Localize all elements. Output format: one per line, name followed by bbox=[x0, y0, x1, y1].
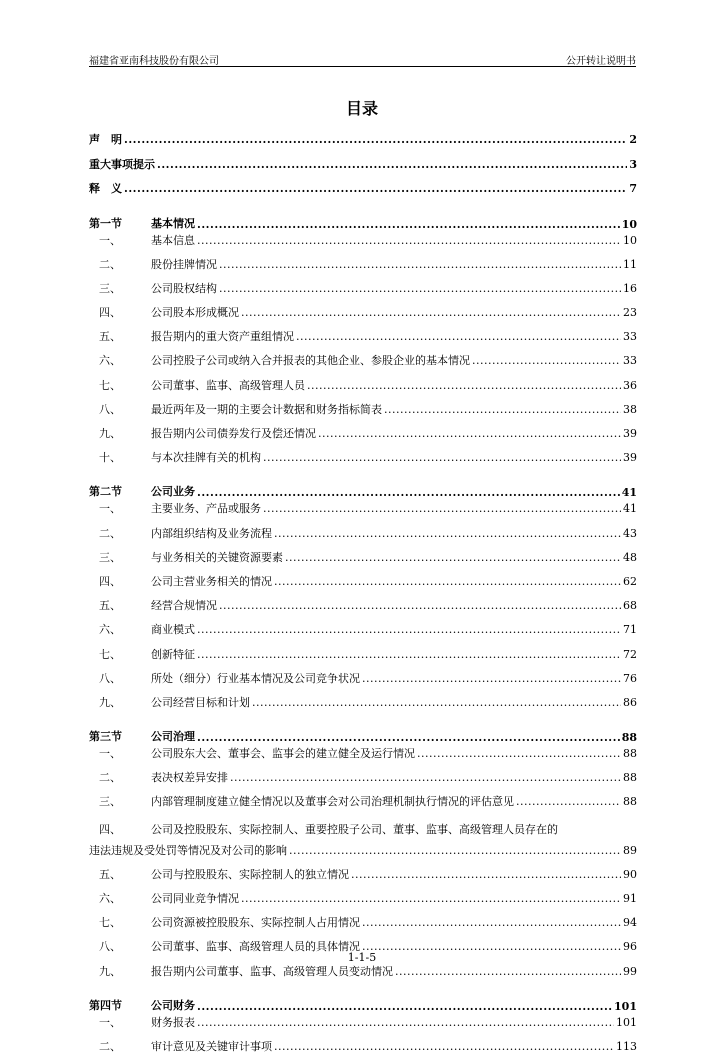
toc-leader-dots bbox=[362, 672, 621, 685]
toc-page-number: 10 bbox=[623, 233, 637, 247]
toc-leader-dots bbox=[197, 731, 620, 744]
toc-item[interactable] bbox=[89, 573, 637, 597]
toc-page-number: 48 bbox=[623, 550, 637, 564]
toc-section-title: 公司财务 bbox=[151, 998, 195, 1012]
toc-leader-dots bbox=[197, 218, 620, 231]
toc-page-number: 99 bbox=[623, 964, 637, 978]
toc-leader-dots bbox=[289, 844, 621, 857]
toc-item-number: 九、 bbox=[99, 427, 121, 440]
toc-page-number: 41 bbox=[623, 502, 637, 516]
toc-leader-dots bbox=[274, 527, 621, 540]
toc-section-number: 第三节 bbox=[89, 730, 122, 744]
toc-page-number: 11 bbox=[623, 257, 637, 271]
toc-leader-dots bbox=[219, 258, 621, 271]
toc-title: 目录 bbox=[345, 99, 378, 118]
toc-section[interactable] bbox=[89, 987, 637, 1014]
toc-page-number: 89 bbox=[623, 843, 637, 857]
toc-page-number: 96 bbox=[623, 940, 637, 954]
toc-item[interactable] bbox=[89, 793, 637, 817]
toc-item-label: 审计意见及关键审计事项 bbox=[151, 1039, 272, 1053]
toc-item[interactable] bbox=[89, 377, 637, 401]
toc-page-number: 72 bbox=[623, 647, 637, 661]
toc-item-number: 二、 bbox=[99, 257, 121, 271]
toc-item-number: 二、 bbox=[99, 771, 121, 785]
toc-page-number: 33 bbox=[623, 354, 637, 368]
toc-item-label: 股份挂牌情况 bbox=[151, 257, 217, 271]
toc-page-number: 76 bbox=[623, 671, 637, 685]
toc-item-label: 内部组织结构及业务流程 bbox=[151, 526, 272, 540]
toc-entry-label: 释 义 bbox=[89, 182, 122, 195]
toc-leader-dots bbox=[274, 1040, 614, 1053]
toc-item-number: 八、 bbox=[99, 402, 121, 416]
toc-page-number: 91 bbox=[623, 892, 637, 905]
toc-leader-dots bbox=[241, 306, 621, 319]
toc-item[interactable] bbox=[89, 280, 637, 304]
toc-item-number: 七、 bbox=[99, 647, 121, 661]
toc-leader-dots bbox=[241, 892, 621, 905]
toc-page-number: 101 bbox=[614, 999, 637, 1013]
toc-item-number: 一、 bbox=[99, 233, 121, 247]
toc-item[interactable] bbox=[89, 449, 637, 473]
toc-page-number: 71 bbox=[623, 623, 637, 637]
toc-item-number: 九、 bbox=[99, 964, 121, 978]
toc-section[interactable] bbox=[89, 718, 637, 745]
toc-item-number: 八、 bbox=[99, 940, 121, 954]
toc-page-number: 36 bbox=[623, 378, 637, 392]
toc-page-number: 41 bbox=[621, 486, 637, 500]
toc-item[interactable] bbox=[89, 256, 637, 280]
toc-item-label: 公司股东大会、董事会、监事会的建立健全及运行情况 bbox=[151, 747, 415, 761]
toc-item-label: 与本次挂牌有关的机构 bbox=[151, 451, 261, 465]
toc-item[interactable] bbox=[89, 352, 637, 376]
toc-entry-label: 重大事项提示 bbox=[89, 157, 155, 171]
toc-page-number: 113 bbox=[616, 1039, 637, 1053]
toc-page-number: 23 bbox=[623, 306, 637, 320]
toc-leader-dots bbox=[307, 379, 621, 392]
toc-item[interactable] bbox=[89, 401, 637, 425]
toc-leader-dots bbox=[197, 648, 621, 661]
toc-item-continued[interactable] bbox=[89, 842, 637, 866]
toc-item-label: 公司控股子公司或纳入合并报表的其他企业、参股企业的基本情况 bbox=[151, 354, 470, 368]
toc-leader-dots bbox=[384, 403, 621, 416]
toc-item-number: 四、 bbox=[99, 574, 121, 588]
toc-entry[interactable] bbox=[89, 180, 637, 205]
toc-leader-dots bbox=[362, 916, 621, 929]
toc-page-number: 3 bbox=[629, 157, 637, 171]
toc-section[interactable] bbox=[89, 205, 637, 232]
toc-item-number: 七、 bbox=[99, 378, 121, 392]
toc-item-number: 九、 bbox=[99, 695, 121, 709]
toc-item-label: 公司董事、监事、高级管理人员 bbox=[151, 378, 305, 392]
toc-page-number: 94 bbox=[623, 916, 637, 930]
toc-leader-dots bbox=[472, 354, 621, 367]
toc-entry[interactable] bbox=[89, 156, 637, 181]
toc-item-label: 所处（细分）行业基本情况及公司竞争状况 bbox=[151, 671, 360, 685]
toc-item-label: 报告期内公司债券发行及偿还情况 bbox=[151, 427, 316, 440]
toc-leader-dots bbox=[219, 599, 621, 612]
toc-item[interactable] bbox=[89, 232, 637, 256]
toc-item-label: 公司股权结构 bbox=[151, 281, 217, 295]
toc-item-number: 七、 bbox=[99, 916, 121, 930]
toc-item-number: 一、 bbox=[99, 502, 121, 516]
toc-leader-dots bbox=[197, 234, 621, 247]
toc-item-label: 财务报表 bbox=[151, 1015, 195, 1029]
toc-section-number: 第四节 bbox=[89, 998, 122, 1012]
toc-item-number: 五、 bbox=[99, 330, 121, 344]
toc-page-number: 38 bbox=[623, 402, 637, 416]
toc-leader-dots bbox=[351, 868, 621, 881]
toc-item[interactable] bbox=[89, 646, 637, 670]
toc-item-number: 十、 bbox=[99, 451, 121, 465]
toc-page-number: 62 bbox=[623, 574, 637, 588]
toc-page-number: 39 bbox=[623, 427, 637, 440]
toc-section[interactable] bbox=[89, 473, 637, 500]
page-number: 1-1-5 bbox=[347, 951, 377, 964]
toc-item[interactable] bbox=[89, 769, 637, 793]
header-doc-type: 公开转让说明书 bbox=[566, 56, 636, 67]
toc-item[interactable] bbox=[89, 1014, 637, 1038]
toc-leader-dots bbox=[197, 623, 621, 636]
toc-item[interactable] bbox=[89, 694, 637, 718]
toc-item[interactable] bbox=[89, 621, 637, 645]
toc-page-number: 39 bbox=[623, 451, 637, 465]
toc-item-label: 公司股本形成概况 bbox=[151, 306, 239, 320]
toc-item-label: 与业务相关的关键资源要素 bbox=[151, 550, 283, 564]
toc-page-number: 68 bbox=[623, 599, 637, 613]
toc-item-label-cont: 违法违规及受处罚等情况及对公司的影响 bbox=[89, 843, 287, 857]
toc-leader-dots bbox=[263, 502, 621, 515]
toc-item-label: 最近两年及一期的主要会计数据和财务指标简表 bbox=[151, 402, 382, 416]
toc-item-number: 三、 bbox=[99, 550, 121, 564]
toc-item-label: 报告期内的重大资产重组情况 bbox=[151, 330, 294, 344]
toc-leader-dots bbox=[274, 575, 621, 588]
toc-item-label: 公司董事、监事、高级管理人员的具体情况 bbox=[151, 940, 360, 954]
toc-page-number: 88 bbox=[623, 771, 637, 785]
toc-item-label: 主要业务、产品或服务 bbox=[151, 502, 261, 516]
toc-item[interactable] bbox=[89, 890, 637, 914]
toc-item[interactable] bbox=[89, 328, 637, 352]
toc-item[interactable] bbox=[89, 525, 637, 549]
toc-leader-dots bbox=[197, 1016, 614, 1029]
toc-section-title: 公司业务 bbox=[151, 485, 195, 499]
toc-leader-dots bbox=[395, 965, 621, 978]
toc-leader-dots bbox=[124, 133, 627, 146]
toc-page-number: 88 bbox=[621, 731, 637, 745]
toc-leader-dots bbox=[157, 158, 627, 171]
toc-item[interactable] bbox=[89, 425, 637, 449]
toc-item-label: 公司同业竞争情况 bbox=[151, 892, 239, 905]
toc-item-label: 公司主营业务相关的情况 bbox=[151, 574, 272, 588]
toc-leader-dots bbox=[263, 451, 621, 464]
toc-section-number: 第一节 bbox=[89, 216, 122, 230]
toc-item-number: 五、 bbox=[99, 867, 121, 881]
toc-section-title: 公司治理 bbox=[151, 730, 195, 744]
toc-leader-dots bbox=[230, 771, 621, 784]
toc-item[interactable] bbox=[89, 866, 637, 890]
toc-item-number: 四、 bbox=[99, 822, 121, 836]
toc-page-number: 7 bbox=[629, 182, 637, 195]
toc-leader-dots bbox=[219, 282, 621, 295]
toc-item-label: 公司资源被控股股东、实际控制人占用情况 bbox=[151, 916, 360, 930]
toc-item-number: 五、 bbox=[99, 599, 121, 613]
toc-section-number: 第二节 bbox=[89, 485, 122, 499]
toc-leader-dots bbox=[516, 795, 621, 808]
toc-item-number: 六、 bbox=[99, 623, 121, 637]
toc-item-number: 四、 bbox=[99, 306, 121, 320]
toc-page-number: 16 bbox=[623, 281, 637, 295]
toc-item-label: 基本信息 bbox=[151, 233, 195, 247]
toc-leader-dots bbox=[417, 747, 621, 760]
toc-page-number: 90 bbox=[623, 867, 637, 881]
toc-section-title: 基本情况 bbox=[151, 216, 195, 230]
toc-item-number: 三、 bbox=[99, 795, 121, 809]
page-header bbox=[89, 48, 636, 67]
toc-page-number: 43 bbox=[623, 526, 637, 540]
toc-item-number: 一、 bbox=[99, 1015, 121, 1029]
toc-item[interactable] bbox=[89, 549, 637, 573]
toc-item-label: 经营合规情况 bbox=[151, 599, 217, 613]
toc-item-label: 创新特征 bbox=[151, 647, 195, 661]
toc-item-number: 二、 bbox=[99, 526, 121, 540]
toc-item-number: 八、 bbox=[99, 671, 121, 685]
toc-leader-dots bbox=[296, 330, 621, 343]
toc-item[interactable] bbox=[89, 500, 637, 524]
toc-item[interactable] bbox=[89, 818, 637, 842]
toc-leader-dots bbox=[252, 696, 621, 709]
toc-item-number: 六、 bbox=[99, 892, 121, 905]
toc-item-label: 商业模式 bbox=[151, 623, 195, 637]
table-of-contents bbox=[89, 131, 637, 1062]
toc-page-number: 2 bbox=[629, 133, 637, 146]
toc-item-label: 公司与控股股东、实际控制人的独立情况 bbox=[151, 867, 349, 881]
toc-entry[interactable] bbox=[89, 131, 637, 156]
toc-page-number: 88 bbox=[623, 747, 637, 761]
toc-leader-dots bbox=[285, 551, 621, 564]
header-company: 福建省亚南科技股份有限公司 bbox=[89, 56, 219, 67]
toc-item-number: 二、 bbox=[99, 1039, 121, 1053]
toc-page-number: 10 bbox=[621, 217, 637, 231]
toc-item[interactable] bbox=[89, 1038, 637, 1062]
toc-item-label: 公司经营目标和计划 bbox=[151, 695, 250, 709]
toc-item[interactable] bbox=[89, 745, 637, 769]
toc-item-label: 内部管理制度建立健全情况以及董事会对公司治理机制执行情况的评估意见 bbox=[151, 795, 514, 809]
toc-item-label: 表决权差异安排 bbox=[151, 771, 228, 785]
toc-leader-dots bbox=[197, 1000, 612, 1013]
toc-item[interactable] bbox=[89, 304, 637, 328]
toc-page-number: 86 bbox=[623, 695, 637, 709]
toc-item[interactable] bbox=[89, 914, 637, 938]
toc-page-number: 33 bbox=[623, 330, 637, 344]
toc-page-number: 88 bbox=[623, 795, 637, 809]
toc-item[interactable] bbox=[89, 597, 637, 621]
toc-item-number: 三、 bbox=[99, 281, 121, 295]
toc-entry-label: 声 明 bbox=[89, 133, 122, 146]
toc-page-number: 101 bbox=[616, 1015, 637, 1029]
toc-item-label: 报告期内公司董事、监事、高级管理人员变动情况 bbox=[151, 964, 393, 978]
toc-leader-dots bbox=[318, 427, 621, 440]
toc-item-number: 六、 bbox=[99, 354, 121, 368]
toc-item[interactable] bbox=[89, 963, 637, 987]
toc-item[interactable] bbox=[89, 670, 637, 694]
toc-item-number: 一、 bbox=[99, 747, 121, 761]
toc-leader-dots bbox=[197, 486, 620, 499]
toc-leader-dots bbox=[124, 182, 627, 195]
toc-item-label: 公司及控股股东、实际控制人、重要控股子公司、董事、监事、高级管理人员存在的 bbox=[151, 822, 558, 836]
